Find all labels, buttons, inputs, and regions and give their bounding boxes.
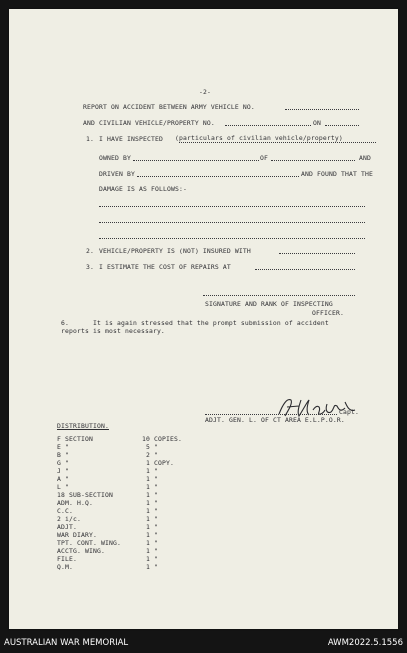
found-label: AND FOUND THAT THE: [301, 170, 373, 178]
distribution-row-qty: 1 ": [146, 507, 158, 515]
dotted-field: [279, 253, 355, 254]
item-3-number: 3.: [86, 263, 94, 271]
distribution-row-qty: 1 COPY.: [146, 459, 174, 467]
distribution-row-name: TPT. CONT. WING.: [57, 539, 121, 547]
report-line-army: REPORT ON ACCIDENT BETWEEN ARMY VEHICLE NO.: [83, 103, 255, 111]
dotted-field: [133, 160, 259, 161]
dotted-field: [255, 269, 355, 270]
distribution-row-name: G ": [57, 459, 69, 467]
distribution-row-name: B ": [57, 451, 69, 459]
distribution-row-name: E ": [57, 443, 69, 451]
distribution-row-name: A ": [57, 475, 69, 483]
damage-line: [99, 206, 365, 207]
distribution-row-qty: 1 ": [146, 531, 158, 539]
distribution-row-name: F SECTION: [57, 435, 93, 443]
damage-line: [99, 238, 365, 239]
distribution-row-qty: 1 ": [146, 555, 158, 563]
report-line-civilian: AND CIVILIAN VEHICLE/PROPERTY NO.: [83, 119, 215, 127]
dotted-field: [179, 142, 376, 143]
distribution-row-qty: 1 ": [146, 547, 158, 555]
signatory-title: ADJT. GEN. L. OF CT AREA E.L.P.O.R.: [205, 416, 345, 424]
item-2-number: 2.: [86, 247, 94, 255]
distribution-row-qty: 1 ": [146, 467, 158, 475]
item-3-text: I ESTIMATE THE COST OF REPAIRS AT: [99, 263, 231, 271]
report-line-on: ON: [313, 119, 321, 127]
distribution-row-name: WAR DIARY.: [57, 531, 97, 539]
owned-by-label: OWNED BY: [99, 154, 131, 162]
distribution-row-name: C.C.: [57, 507, 73, 515]
footer-institution: AUSTRALIAN WAR MEMORIAL: [4, 638, 129, 648]
signatory-line: [205, 414, 337, 415]
distribution-row-qty: 1 ": [146, 483, 158, 491]
distribution-row-qty: 5 ": [146, 443, 158, 451]
paragraph-6-line-1: It is again stressed that the prompt submission of accident: [93, 319, 329, 327]
dotted-field: [271, 160, 355, 161]
officer-label: OFFICER.: [312, 309, 344, 317]
paragraph-6-line-2: reports is most necessary.: [61, 327, 165, 335]
signature-line: [203, 295, 355, 296]
distribution-row-qty: 1 ": [146, 563, 158, 571]
distribution-row-qty: 1 ": [146, 523, 158, 531]
document-page: [9, 9, 398, 629]
damage-line: [99, 222, 365, 223]
damage-label: DAMAGE IS AS FOLLOWS:-: [99, 185, 187, 193]
distribution-row-name: FILE.: [57, 555, 77, 563]
distribution-row-name: 2 i/c.: [57, 515, 81, 523]
of-label: OF: [260, 154, 268, 162]
distribution-row-qty: 1 ": [146, 539, 158, 547]
distribution-row-name: 18 SUB-SECTION: [57, 491, 113, 499]
dotted-field: [137, 176, 299, 177]
distribution-heading: DISTRIBUTION.: [57, 422, 109, 430]
distribution-row-name: Q.M.: [57, 563, 73, 571]
driven-by-label: DRIVEN BY: [99, 170, 135, 178]
distribution-row-qty: 2 ": [146, 451, 158, 459]
distribution-row-name: ACCTG. WING.: [57, 547, 105, 555]
distribution-row-qty: 10 COPIES.: [142, 435, 182, 443]
distribution-row-qty: 1 ": [146, 499, 158, 507]
and-label: AND: [359, 154, 371, 162]
distribution-row-qty: 1 ": [146, 475, 158, 483]
distribution-row-qty: 1 ": [146, 515, 158, 523]
dotted-field: [225, 125, 311, 126]
distribution-row-name: J ": [57, 467, 69, 475]
dotted-field: [325, 125, 359, 126]
page-number: -2-: [199, 88, 211, 96]
distribution-row-qty: 1 ": [146, 491, 158, 499]
item-1-number: 1.: [86, 135, 94, 143]
footer-accession-number: AWM2022.5.1556: [327, 638, 403, 648]
signatory-rank: Capt.: [339, 408, 359, 416]
signature-label: SIGNATURE AND RANK OF INSPECTING: [205, 300, 333, 308]
distribution-row-name: L ": [57, 483, 69, 491]
item-1-text: I HAVE INSPECTED: [99, 135, 163, 143]
item-2-text: VEHICLE/PROPERTY IS (NOT) INSURED WITH: [99, 247, 251, 255]
item-1-particulars: (particulars of civilian vehicle/property): [175, 134, 343, 142]
archive-footer: [0, 633, 407, 653]
paragraph-6-number: 6.: [61, 319, 69, 327]
dotted-field: [285, 109, 359, 110]
distribution-row-name: ADM. H.Q.: [57, 499, 93, 507]
distribution-row-name: ADJT.: [57, 523, 77, 531]
